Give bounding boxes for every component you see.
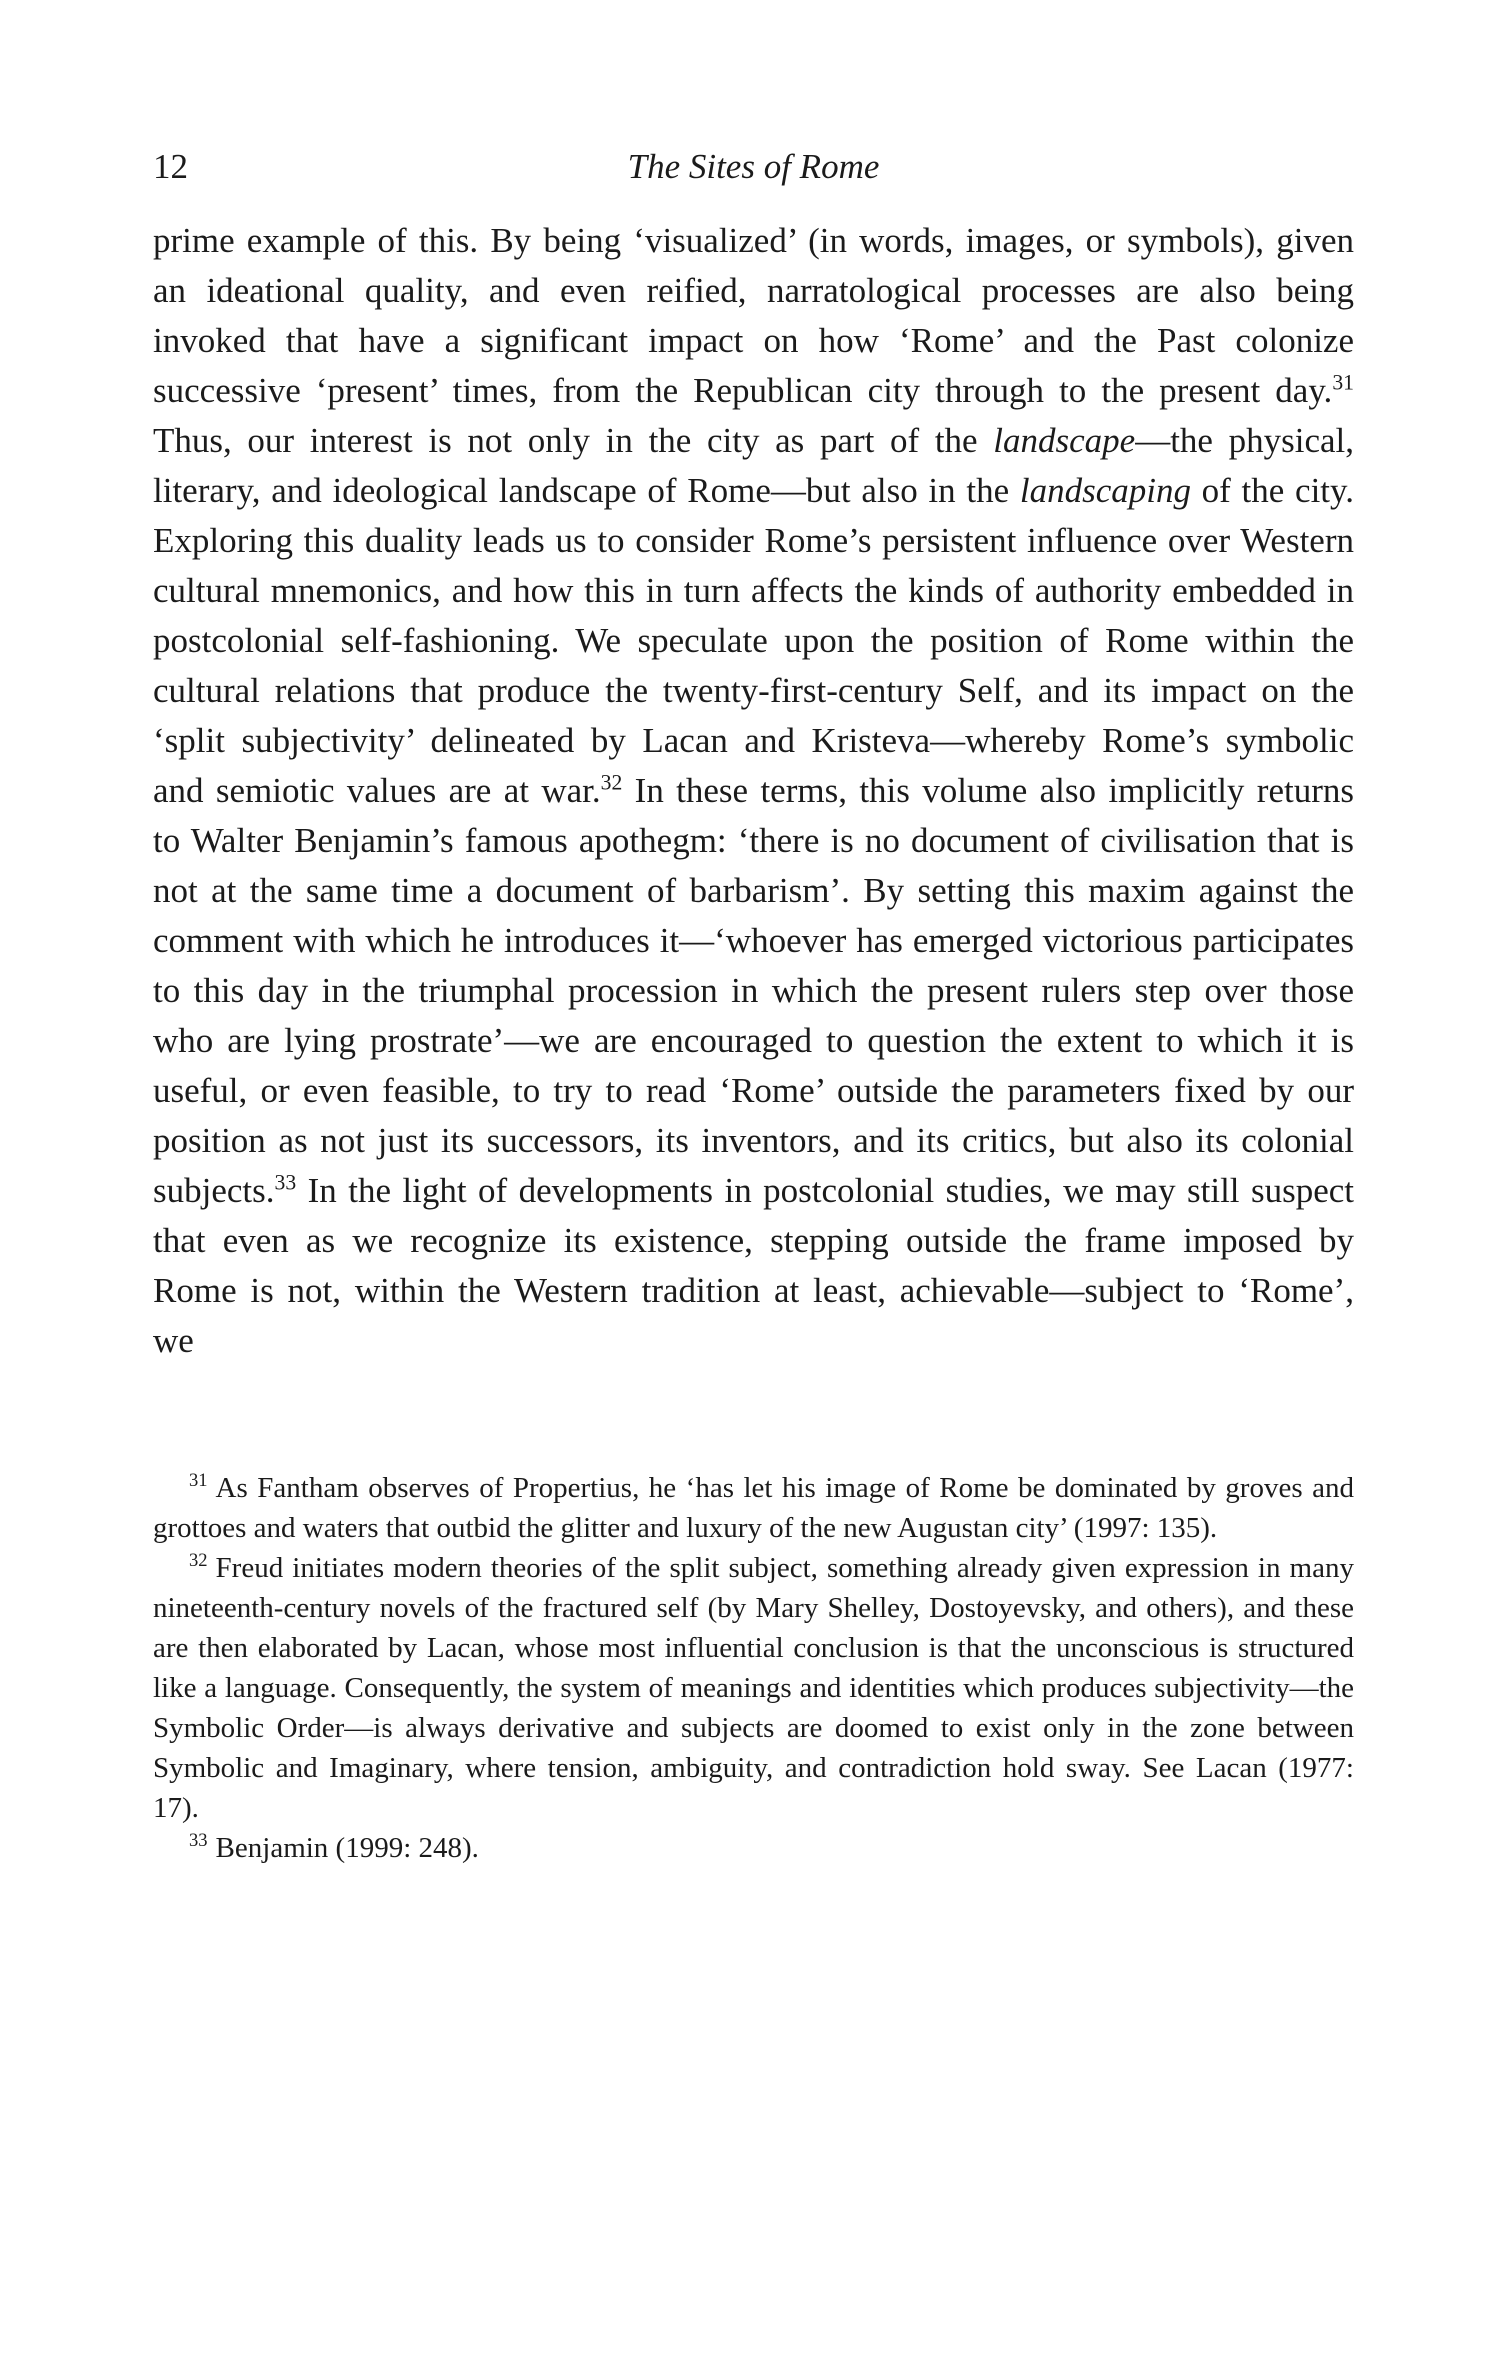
text-run: In the light of developments in postcolonial studies, we may still suspect that even as we recognize its existence, stepping outside the frame imposed by Rome is not, within the Western tradition at least, achievable—subject to ‘Rome’, we <box>153 1171 1354 1360</box>
text-run: In these terms, this volume also implicitly returns to Walter Benjamin’s famous apothegm: ‘there is no document of civilisation that is not at the same time a document of barbarism’. By setting this maxim against the comment with which he introduces it—‘whoever has emerged victorious participates to this day in the triumphal procession in which the present rulers step over those who are lying prostrate’—we are encouraged to question the extent to which it is useful, or even feasible, to try to read ‘Rome’ outside the parameters fixed by our position as not just its successors, its inventors, and its critics, but also its colonial subjects. <box>153 771 1354 1210</box>
text-run: prime example of this. By being ‘visualized’ (in words, images, or symbols), given an ideational quality, and even reified, narratological processes are also being invoked that have a significant impact on how ‘Rome’ and the Past colonize successive ‘present’ times, from the Republican city through to the present day. <box>153 221 1354 410</box>
footnote-marker: 31 <box>189 1470 208 1492</box>
footnote-reference: 31 <box>1332 370 1354 395</box>
body-paragraph <box>153 216 1354 1366</box>
footnote <box>153 1468 1354 1548</box>
text-run: of the city. Exploring this duality leads us to consider Rome’s persistent influence over Western cultural mnemonics, and how this in turn affects the kinds of authority embedded in postcolonial self-fashioning. We speculate upon the position of Rome within the cultural relations that produce the twenty-first-century Self, and its impact on the ‘split subjectivity’ delineated by Lacan and Kristeva—whereby Rome’s symbolic and semiotic values are at war. <box>153 471 1354 810</box>
page-number: 12 <box>153 147 188 186</box>
footnote-marker: 33 <box>189 1830 208 1852</box>
italic-text: landscaping <box>1019 471 1191 510</box>
running-title: The Sites of Rome <box>627 147 880 186</box>
footnote <box>153 1828 1354 1868</box>
text-run: —the physical, literary, and ideological landscape of Rome—but also in the <box>153 421 1354 510</box>
text-run: Freud initiates modern theories of the split subject, something already given expression in many nineteenth-century novels of the fractured self (by Mary Shelley, Dostoyevsky, and others), and these are then elaborated by Lacan, whose most influential conclusion is that the unconscious is structured like a language. Consequently, the system of meanings and identities which produces subjectivity—the Symbolic Order—is always derivative and subjects are doomed to exist only in the zone between Symbolic and Imaginary, where tension, ambiguity, and contradiction hold sway. See Lacan (1977: 17). <box>153 1552 1354 1824</box>
text-run: Thus, our interest is not only in the city as part of the <box>153 421 994 460</box>
footnote-reference: 33 <box>274 1170 297 1195</box>
footnote-reference: 32 <box>600 770 623 795</box>
text-run: As Fantham observes of Propertius, he ‘has let his image of Rome be dominated by groves and grottoes and waters that outbid the glitter and luxury of the new Augustan city’ (1997: 135). <box>153 1472 1354 1544</box>
footnote <box>153 1548 1354 1828</box>
text-run: Benjamin (1999: 248). <box>215 1832 479 1864</box>
footnote-marker: 32 <box>189 1550 208 1572</box>
italic-text: landscape <box>993 421 1136 460</box>
footnotes-section <box>153 1468 1354 1868</box>
page-header <box>153 142 1354 192</box>
